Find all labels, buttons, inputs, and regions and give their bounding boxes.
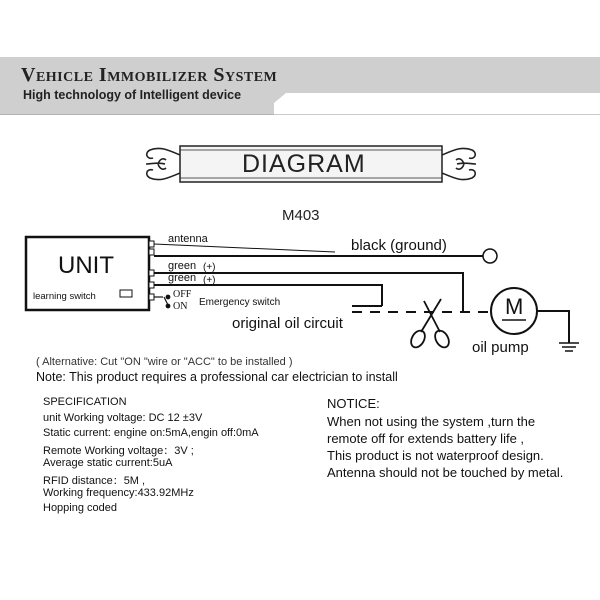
install-note: Note: This product requires a professional car electrician to install xyxy=(36,370,398,384)
spec-line: Remote Working voltage：3V ; xyxy=(43,445,194,457)
off-label: OFF xyxy=(173,289,192,300)
green-sign-2: (+) xyxy=(203,275,216,286)
oil-circuit-label: original oil circuit xyxy=(232,315,343,332)
spec-line: Average static current:5uA xyxy=(43,457,173,469)
notice-line: Antenna should not be touched by metal. xyxy=(327,465,564,480)
oil-pump-label: oil pump xyxy=(472,339,529,356)
page-subtitle: High technology of Intelligent device xyxy=(23,88,242,102)
learning-switch-label: learning switch xyxy=(33,291,96,302)
on-label: ON xyxy=(173,301,188,312)
motor-symbol: M xyxy=(505,294,524,319)
black-ground-label: black (ground) xyxy=(351,237,447,254)
unit-label: UNIT xyxy=(58,252,114,279)
ground-icon xyxy=(559,343,579,351)
spec-line: unit Working voltage: DC 12 ±3V xyxy=(43,412,203,424)
spec-line: Working frequency:433.92MHz xyxy=(43,487,194,499)
page-title: Vehicle Immobilizer System xyxy=(21,64,278,86)
notice-line: remote off for extends battery life , xyxy=(327,431,525,446)
green-wire-1 xyxy=(154,273,463,290)
scroll-ornament-right-icon xyxy=(442,148,476,179)
spec-line: Hopping coded xyxy=(43,502,118,514)
green-label-2: green xyxy=(168,272,197,284)
notice-line: When not using the system ,turn the xyxy=(327,414,536,429)
antenna-wire xyxy=(154,244,335,252)
notice-heading: NOTICE: xyxy=(327,396,380,411)
model-number: M403 xyxy=(282,207,320,224)
switch-icon xyxy=(154,295,170,308)
antenna-label: antenna xyxy=(168,233,208,245)
emergency-switch-label: Emergency switch xyxy=(199,297,281,308)
notice-line: This product is not waterproof design. xyxy=(327,448,544,463)
alternative-note: ( Alternative: Cut "ON "wire or "ACC" to be installed ) xyxy=(36,356,293,368)
green-sign-1: (+) xyxy=(203,262,216,273)
spec-line: RFID distance：5M , xyxy=(43,475,146,487)
ground-terminal-icon xyxy=(483,249,497,263)
pump-ground-wire xyxy=(537,311,569,343)
spec-line: Static current: engine on:5mA,engin off:0mA xyxy=(43,427,259,439)
scissors-icon xyxy=(408,299,451,350)
green-label-1: green xyxy=(168,260,197,272)
diagram-banner-text: DIAGRAM xyxy=(242,150,366,178)
scroll-ornament-left-icon xyxy=(146,148,180,179)
specification-heading: SPECIFICATION xyxy=(43,396,127,408)
